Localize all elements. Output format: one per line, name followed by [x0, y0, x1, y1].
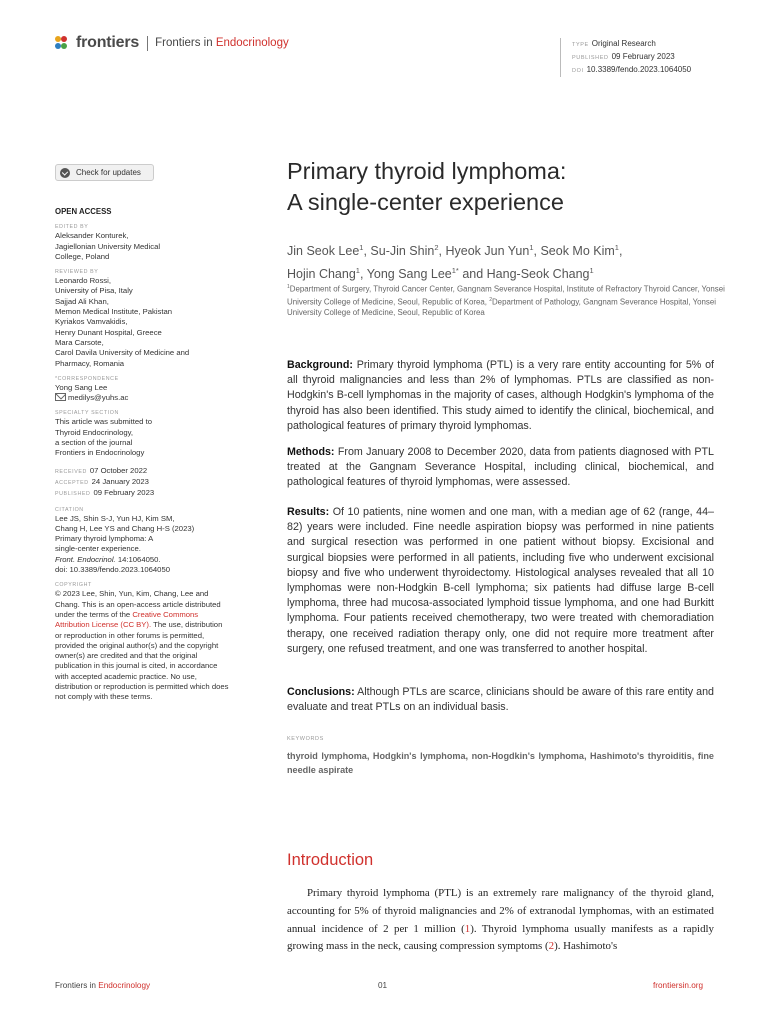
keywords-label: KEYWORDS [287, 736, 324, 742]
accepted-date: ACCEPTED 24 January 2023 [55, 476, 149, 486]
copyright-text: © 2023 Lee, Shin, Yun, Kim, Chang, Lee and Chang. This is an open-access article distributed under the terms of the Creative Commons Attribution License (CC BY). The use, distribution or reproduction in other forums is permitted, provided the original author(s) and the copyright owner(s) are credited and that the original publication in this journal is cited, in accordance with accepted academic practice. No use, distribution or reproduction is permitted which does not comply with these terms. [55, 589, 229, 702]
frontiers-logo-icon [55, 36, 72, 50]
footer-journal[interactable]: Frontiers in Endocrinology [55, 981, 151, 990]
correspondence-email[interactable]: medilys@yuhs.ac [55, 393, 230, 403]
meta-published: PUBLISHED 09 February 2023 [572, 52, 675, 61]
citation-link[interactable]: 2 [548, 940, 555, 953]
keywords: thyroid lymphoma, Hodgkin's lymphoma, non-Hogdkin's lymphoma, Hashimoto's thyroiditis, fine needle aspirate [287, 751, 714, 775]
copyright-label: COPYRIGHT [55, 582, 92, 589]
open-access-label: OPEN ACCESS [55, 207, 112, 216]
citation-label: CITATION [55, 506, 84, 513]
abstract-background: Background: Primary thyroid lymphoma (PTL) is a very rare entity accounting for 5% of all thyroid malignancies and less than 2% of lymphomas. PTLs are classified as non-Hodgkin's B-cell lymphomas in the majority of cases, although Hodgkin's lymphoma of the thyroid has also been identified. This study aimed to identify the clinical, biochemical, and pathological features of primary thyroid lymphomas. [287, 359, 714, 432]
email-icon [55, 393, 66, 401]
author[interactable]: Yong Sang Lee$^{1*}$ [366, 266, 459, 281]
author[interactable]: Hang-Seok Chang$^1$ [486, 266, 594, 281]
published-date: PUBLISHED 09 February 2023 [55, 488, 155, 498]
author[interactable]: Hyeok Jun Yun$^1$ [445, 243, 534, 258]
journal-logo[interactable] [55, 34, 289, 52]
citation-text: Lee JS, Shin S-J, Yun HJ, Kim SM, Chang H, Lee YS and Chang H-S (2023) Primary thyroid lymphoma: A single-center experience. Front. Endocrinol. 14:1064050. doi: 10.3389/fendo.2023.1064050 [55, 513, 195, 575]
abstract-methods: Methods: From January 2008 to December 2020, data from patients diagnosed with PTL treated at the Gangnam Severance Hospital, including clinical, biochemical, and pathological features of thyroid lymphomas, were assessed. [287, 446, 714, 489]
logo-divider [147, 36, 148, 51]
introduction-paragraph: Primary thyroid lymphoma (PTL) is an extremely rare malignancy of the thyroid gland, accounting for 5% of thyroid malignancies and 2% of extranodal lymphomas, with an estimated annual incidence of 2 per 1 million (1). Thyroid lymphoma usually manifests as a rapidly growing mass in the neck, causing compression symptoms (2). Hashimoto's [287, 887, 714, 953]
section-heading-introduction: Introduction [287, 851, 374, 869]
check-updates-icon [60, 168, 70, 178]
article-title: Primary thyroid lymphoma: A single-center experience [287, 158, 567, 215]
author[interactable]: Jin Seok Lee$^1$ [287, 243, 364, 258]
reviewer-list: Leonardo Rossi, University of Pisa, Italy Sajjad Ali Khan, Memon Medical Institute, Pakistan Kyriakos Vamvakidis, Henry Dunant Hospital, Greece Mara Carsote, Carol Davila University of Medicine and Pharmacy, Romania [55, 276, 190, 368]
reviewed-by-label: REVIEWED BY [55, 269, 99, 276]
author-list: Jin Seok Lee$^1$, Su-Jin Shin$^2$, Hyeok Jun Yun$^1$, Seok Mo Kim$^1$, Hojin Chang$^1$, Yong Sang Lee$^{1*}$ and Hang-Seok Chang$^1$ [287, 243, 623, 281]
page-number: 01 [378, 981, 388, 990]
abstract-results: Results: Of 10 patients, nine women and one man, with a median age of 62 (range, 44–82) years were included. Fine needle aspiration biopsy was performed in nine patients and surgical resection was performed in one patient without biopsy. Excisional and surgical biopsies were performed in all patients, including five who underwent excisional biopsy and five who underwent thyroidectomy. Histological analyses revealed that all 10 lymphomas were non-Hodgkin B-cell lymphoma; six patients had diffuse large B-cell lymphoma, three had mucosa-associated lymphoid tissue lymphoma, and one had Burkitt lymphoma. Four patients received chemotherapy, two were treated with chemoradiation therapy, one received radiation therapy only, one did not require more treatment after surgery, one refused treatment, and one was transferred to another hospital. [287, 506, 714, 655]
license-link[interactable]: Creative Commons Attribution License (CC BY). [55, 609, 199, 630]
footer-site-link[interactable]: frontiersin.org [653, 981, 704, 990]
article-dates [55, 466, 230, 500]
author[interactable]: Su-Jin Shin$^2$ [370, 243, 439, 258]
specialty-section-label: SPECIALTY SECTION [55, 410, 119, 417]
article-sidebar [55, 207, 230, 703]
correspondence-name: Yong Sang Lee [55, 382, 108, 392]
correspondence-label: *CORRESPONDENCE [55, 375, 119, 382]
author[interactable]: Hojin Chang$^1$ [287, 266, 360, 281]
meta-type: TYPE Original Research [572, 39, 656, 48]
specialty-section: This article was submitted to Thyroid Endocrinology, a section of the journal Frontiers in Endocrinology [55, 417, 152, 458]
meta-doi[interactable]: DOI 10.3389/fendo.2023.1064050 [572, 65, 692, 74]
brand-name: frontiers [76, 34, 140, 51]
editor-info: Aleksander Konturek, Jagiellonian University Medical College, Poland [55, 231, 161, 261]
edited-by-label: EDITED BY [55, 224, 89, 231]
citation-link[interactable]: 1 [464, 922, 471, 935]
received-date: RECEIVED 07 October 2022 [55, 465, 148, 475]
abstract-conclusions: Conclusions: Although PTLs are scarce, clinicians should be aware of this rare entity and evaluate and treat PTLs on an individual basis. [287, 686, 714, 714]
check-for-updates-button[interactable]: Check for updates [55, 164, 154, 181]
article-meta [560, 38, 691, 77]
journal-name: Frontiers in Endocrinology [155, 37, 289, 49]
affiliations: $^1$Department of Surgery, Thyroid Cancer Center, Gangnam Severance Hospital, Institute of Refractory Thyroid Cancer, Yonsei University College of Medicine, Seoul, Republic of Korea, $^2$Department of Pathology, Gangnam Severance Hospital, Yonsei University College of Medicine, Seoul, Republic of Korea [287, 284, 725, 318]
author[interactable]: Seok Mo Kim$^1$ [540, 243, 619, 258]
